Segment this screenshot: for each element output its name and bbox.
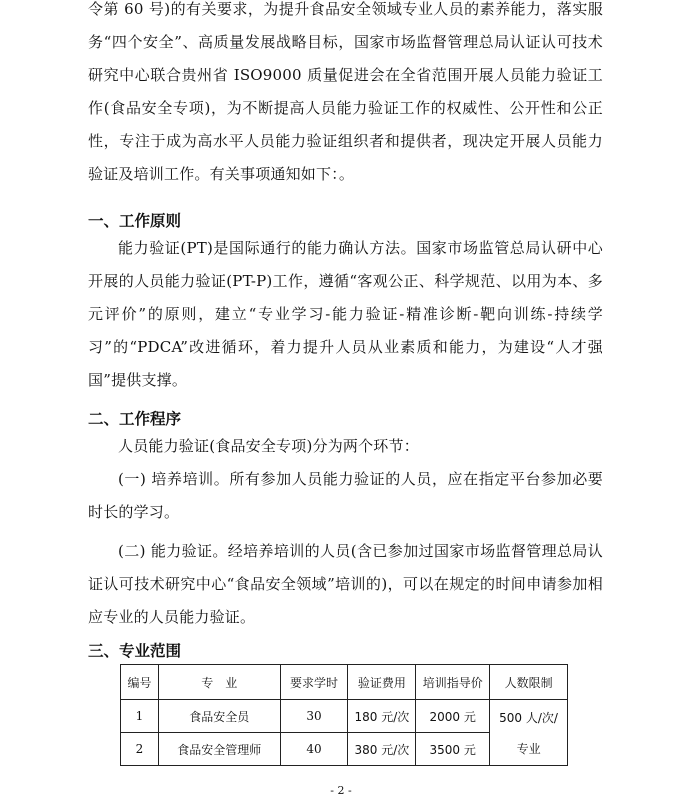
header-hours: 要求学时 — [280, 665, 348, 700]
limit-line-1: 500 人/次/ — [499, 710, 558, 725]
header-fee: 验证费用 — [348, 665, 416, 700]
row-id: 2 — [121, 733, 159, 766]
table-header-row — [121, 665, 568, 700]
row-major: 食品安全管理师 — [158, 733, 280, 766]
section-2-item-1: (一) 培养培训。所有参加人员能力验证的人员，应在指定平台参加必要时长的学习。 — [88, 470, 603, 521]
section-3-heading: 三、专业范围 — [88, 642, 182, 660]
row-fee: 380 元/次 — [348, 733, 416, 766]
row-limit — [490, 700, 568, 766]
header-major: 专 业 — [158, 665, 280, 700]
major-scope-table — [120, 664, 568, 766]
header-price: 培训指导价 — [416, 665, 490, 700]
row-major: 食品安全员 — [158, 700, 280, 733]
row-price: 2000 元 — [416, 700, 490, 733]
header-id: 编号 — [121, 665, 159, 700]
row-fee: 180 元/次 — [348, 700, 416, 733]
table-row — [121, 700, 568, 733]
section-1-body: 能力验证(PT)是国际通行的能力确认方法。国家市场监管总局认研中心开展的人员能力验证(PT-P)工作，遵循“客观公正、科学规范、以用为本、多元评价”的原则，建立“专业学习-能力验证-精准诊断-靶向训练-持续学习”的“PDCA”改进循环，着力提升人员从业素质和能力，为建设“人才强国”提供支撑。 — [88, 239, 603, 389]
row-id: 1 — [121, 700, 159, 733]
section-2-heading: 二、工作程序 — [88, 410, 182, 428]
section-2-item-2: (二) 能力验证。经培养培训的人员(含已参加过国家市场监督管理总局认证认可技术研究中心“食品安全领域”培训的)，可以在规定的时间申请参加相应专业的人员能力验证。 — [88, 542, 603, 626]
row-hours: 40 — [280, 733, 348, 766]
intro-paragraph: 令第 60 号)的有关要求，为提升食品安全领域专业人员的素养能力，落实服务“四个安全”、高质量发展战略目标，国家市场监督管理总局认证认可技术研究中心联合贵州省 ISO9000 质量促进会在全省范围开展人员能力验证工作(食品安全专项)，为不断提高人员能力验证工作的权威性、公开性和公正性，专注于成为高水平人员能力验证组织者和提供者，现决定开展人员能力验证及培训工作。有关事项通知如下：。 — [88, 0, 603, 183]
limit-line-2: 专业 — [516, 741, 541, 756]
header-limit: 人数限制 — [490, 665, 568, 700]
page-number: - 2 - — [330, 784, 352, 797]
section-2-intro: 人员能力验证(食品安全专项)分为两个环节： — [118, 437, 419, 455]
section-1-heading: 一、工作原则 — [88, 212, 182, 230]
row-price: 3500 元 — [416, 733, 490, 766]
row-hours: 30 — [280, 700, 348, 733]
